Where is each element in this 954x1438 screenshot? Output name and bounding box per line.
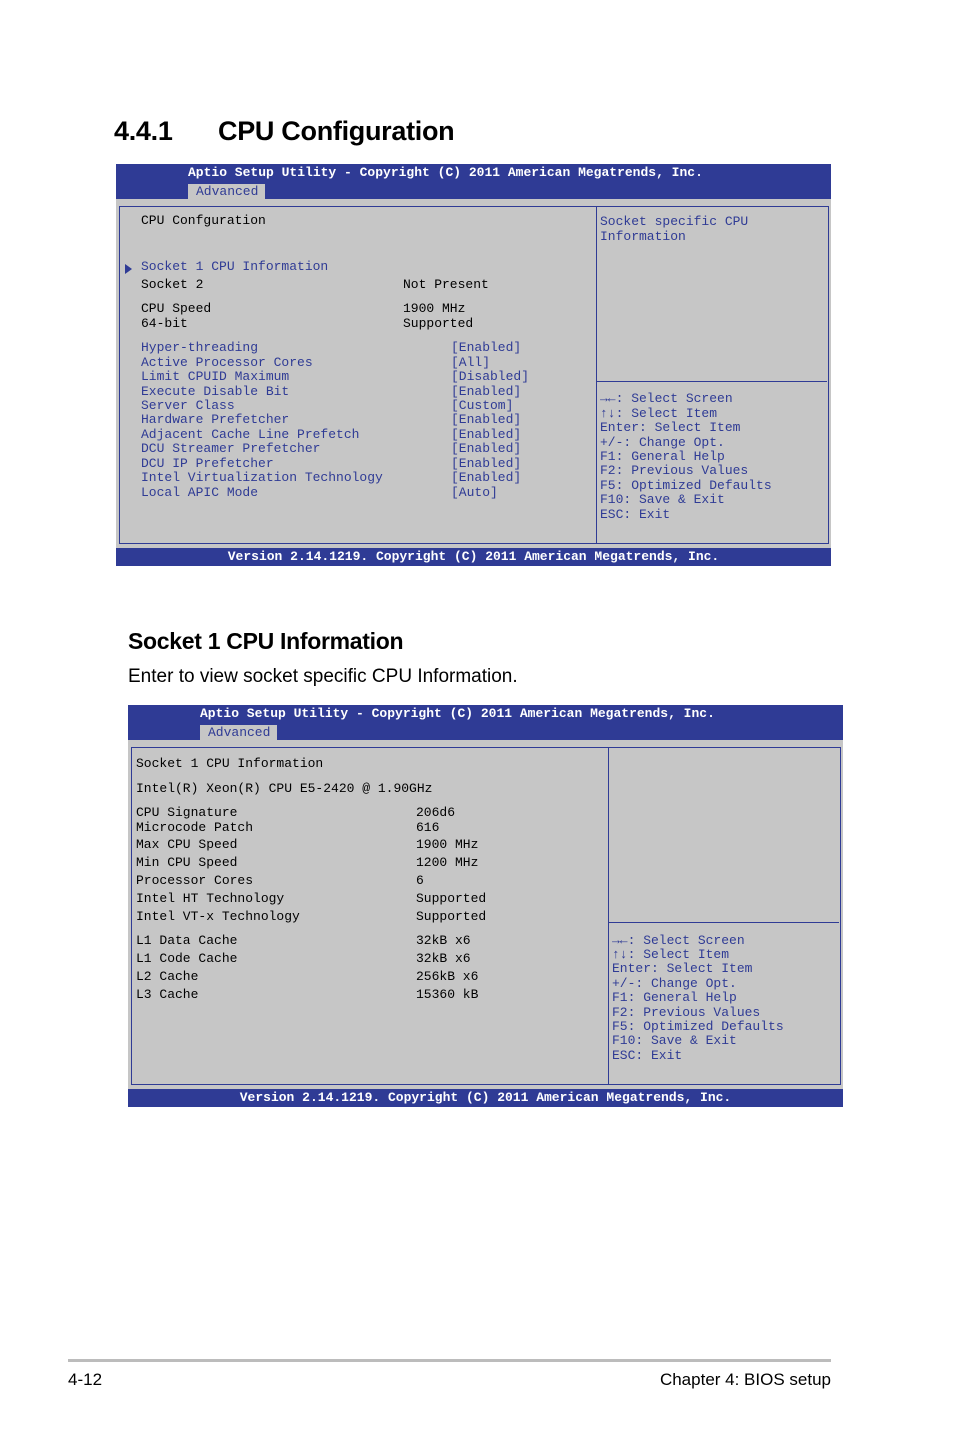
cache-label: L1 Data Cache <box>136 933 238 948</box>
info-label: Min CPU Speed <box>136 855 238 870</box>
subsection-title: Socket 1 CPU Information <box>128 628 404 654</box>
option-intel-virtualization-technology[interactable]: Intel Virtualization Technology <box>141 470 383 485</box>
bios-version-bar: Version 2.14.1219. Copyright (C) 2011 American Megatrends, Inc. <box>116 548 831 566</box>
cache-label: L3 Cache <box>136 987 199 1002</box>
key-hint: →←: Select Screen <box>612 933 745 948</box>
info-label: Intel VT-x Technology <box>136 909 300 924</box>
key-hint: +/-: Change Opt. <box>600 435 725 450</box>
option-dcu-streamer-prefetcher[interactable]: DCU Streamer Prefetcher <box>141 441 321 456</box>
key-hint: ↑↓: Select Item <box>600 406 718 421</box>
bios-version-bar: Version 2.14.1219. Copyright (C) 2011 American Megatrends, Inc. <box>128 1089 843 1107</box>
option-value[interactable]: [Enabled] <box>451 384 522 399</box>
chapter-title: Chapter 4: BIOS setup <box>659 1370 831 1389</box>
key-hint: ESC: Exit <box>600 507 671 522</box>
info-value: 1900 MHz <box>416 837 479 852</box>
cache-value: 32kB x6 <box>416 951 471 966</box>
key-hint: ↑↓: Select Item <box>612 947 730 962</box>
bios-title: Aptio Setup Utility - Copyright (C) 2011 American Megatrends, Inc. <box>188 165 703 180</box>
key-hint: F10: Save & Exit <box>600 492 725 507</box>
help-divider <box>608 922 839 923</box>
info-label: Max CPU Speed <box>136 837 238 852</box>
cache-value: 256kB x6 <box>416 969 479 984</box>
option-value[interactable]: [Enabled] <box>451 470 522 485</box>
option-value[interactable]: [Enabled] <box>451 412 522 427</box>
info-value: 206d6 <box>416 805 456 820</box>
key-hint: Enter: Select Item <box>600 420 741 435</box>
info-label: 64-bit <box>141 316 188 331</box>
cache-label: L1 Code Cache <box>136 951 238 966</box>
bios-title: Aptio Setup Utility - Copyright (C) 2011 American Megatrends, Inc. <box>200 706 715 721</box>
cache-value: 32kB x6 <box>416 933 471 948</box>
cache-label: L2 Cache <box>136 969 199 984</box>
info-value: Supported <box>416 909 487 924</box>
tab-advanced[interactable]: Advanced <box>188 184 265 200</box>
option-active-processor-cores[interactable]: Active Processor Cores <box>141 355 313 370</box>
cache-value: 15360 kB <box>416 987 479 1002</box>
info-value: 1900 MHz <box>403 301 466 316</box>
option-hardware-prefetcher[interactable]: Hardware Prefetcher <box>141 412 290 427</box>
info-value: Supported <box>416 891 487 906</box>
footer-rule <box>68 1359 831 1362</box>
page-number: 4-12 <box>68 1370 103 1389</box>
submenu-arrow-icon <box>125 264 132 274</box>
option-value[interactable]: [Enabled] <box>451 441 522 456</box>
key-hint: F2: Previous Values <box>612 1005 761 1020</box>
key-hint: F1: General Help <box>600 449 725 464</box>
key-hint: +/-: Change Opt. <box>612 976 737 991</box>
info-label: Intel HT Technology <box>136 891 285 906</box>
option-limit-cpuid-maximum[interactable]: Limit CPUID Maximum <box>141 369 290 384</box>
info-label: Microcode Patch <box>136 820 254 835</box>
pane-divider <box>608 747 609 1085</box>
pane-divider <box>596 206 597 544</box>
cpu-model-name: Intel(R) Xeon(R) CPU E5-2420 @ 1.90GHz <box>136 781 433 796</box>
key-hint: F10: Save & Exit <box>612 1033 737 1048</box>
bios-screen-socket-1-cpu-information <box>128 705 843 1107</box>
option-value[interactable]: [Enabled] <box>451 340 522 355</box>
help-divider <box>596 381 827 382</box>
info-value: Supported <box>403 316 474 331</box>
option-hyper-threading[interactable]: Hyper-threading <box>141 340 259 355</box>
option-server-class[interactable]: Server Class <box>141 398 235 413</box>
info-label: Processor Cores <box>136 873 254 888</box>
key-hint: ESC: Exit <box>612 1048 683 1063</box>
section-heading <box>114 116 454 147</box>
bios-section-title: CPU Confguration <box>141 213 266 228</box>
option-value[interactable]: [Custom] <box>451 398 514 413</box>
info-label: Socket 2 <box>141 277 204 292</box>
info-value: 6 <box>416 873 424 888</box>
key-hint: F2: Previous Values <box>600 463 749 478</box>
info-label: CPU Signature <box>136 805 238 820</box>
option-execute-disable-bit[interactable]: Execute Disable Bit <box>141 384 290 399</box>
key-hint: →←: Select Screen <box>600 391 733 406</box>
option-value[interactable]: [Disabled] <box>451 369 530 384</box>
key-hint: F5: Optimized Defaults <box>612 1019 784 1034</box>
subsection-description: Enter to view socket specific CPU Information. <box>128 666 518 687</box>
section-number: 4.4.1 <box>114 116 173 146</box>
help-text: Socket specific CPU <box>600 214 749 229</box>
option-dcu-ip-prefetcher[interactable]: DCU IP Prefetcher <box>141 456 274 471</box>
info-value: 616 <box>416 820 440 835</box>
option-value[interactable]: [All] <box>451 355 491 370</box>
key-hint: F5: Optimized Defaults <box>600 478 772 493</box>
submenu-socket-1-cpu-information[interactable]: Socket 1 CPU Information <box>141 259 329 274</box>
bios-screen-cpu-configuration <box>116 164 831 566</box>
key-hint: F1: General Help <box>612 990 737 1005</box>
help-text: Information <box>600 229 686 244</box>
info-value: Not Present <box>403 277 489 292</box>
option-value[interactable]: [Auto] <box>451 485 498 500</box>
option-local-apic-mode[interactable]: Local APIC Mode <box>141 485 259 500</box>
key-hint: Enter: Select Item <box>612 961 753 976</box>
info-value: 1200 MHz <box>416 855 479 870</box>
option-value[interactable]: [Enabled] <box>451 427 522 442</box>
option-adjacent-cache-line-prefetch[interactable]: Adjacent Cache Line Prefetch <box>141 427 360 442</box>
info-label: CPU Speed <box>141 301 212 316</box>
bios-section-title: Socket 1 CPU Information <box>136 756 324 771</box>
option-value[interactable]: [Enabled] <box>451 456 522 471</box>
tab-advanced[interactable]: Advanced <box>200 725 277 741</box>
section-title: CPU Configuration <box>218 116 455 146</box>
